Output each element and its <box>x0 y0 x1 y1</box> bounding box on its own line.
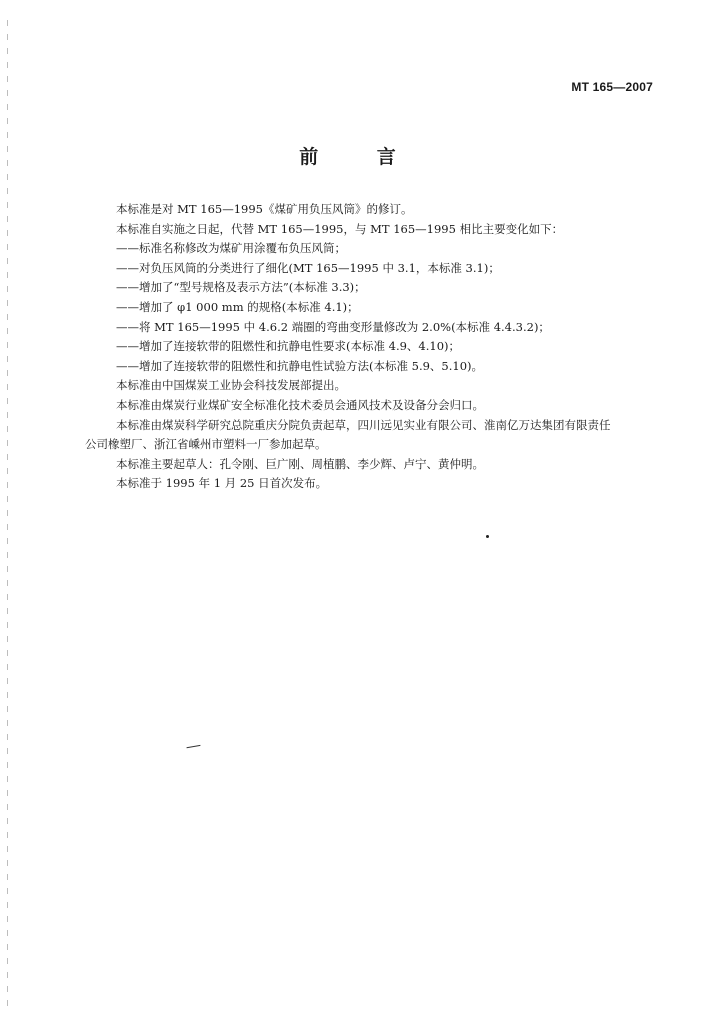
standard-code: MT 165—2007 <box>571 80 653 94</box>
paragraph-first-issue: 本标准于 1995 年 1 月 25 日首次发布。 <box>116 476 328 491</box>
paragraph-revision: 本标准是对 MT 165—1995《煤矿用负压风筒》的修订。 <box>116 202 413 216</box>
change-item: ——增加了 φ1 000 mm 的规格(本标准 4.1)； <box>116 299 359 314</box>
change-item: ——标准名称修改为煤矿用涂覆布负压风筒； <box>116 241 346 256</box>
page-title: 前 言 <box>299 146 422 168</box>
paragraph-replaces: 本标准自实施之日起，代替 MT 165—1995，与 MT 165—1995 相比主要变化如下： <box>116 221 564 236</box>
paragraph-drafting-units-cont: 公司橡塑厂、浙江省嵊州市塑料一厂参加起草。 <box>85 437 327 452</box>
paragraph-centralized: 本标准由煤炭行业煤矿安全标准化技术委员会通风技术及设备分会归口。 <box>116 397 484 412</box>
foreword-body <box>85 200 668 494</box>
scan-mark <box>186 745 201 754</box>
change-item: ——将 MT 165—1995 中 4.6.2 端圈的弯曲变形量修改为 2.0%(本标准 4.4.3.2)； <box>116 319 550 334</box>
scan-speck <box>486 535 489 538</box>
change-item: ——对负压风筒的分类进行了细化(MT 165—1995 中 3.1，本标准 3.1)； <box>116 260 500 275</box>
paragraph-drafters: 本标准主要起草人：孔令刚、巨广刚、周植鹏、李少辉、卢宁、黄仲明。 <box>116 456 484 471</box>
paragraph-drafting-units: 本标准由煤炭科学研究总院重庆分院负责起草，四川远见实业有限公司、淮南亿万达集团有限责任 <box>116 417 611 432</box>
change-item: ——增加了连接软带的阻燃性和抗静电性要求(本标准 4.9、4.10)； <box>116 339 461 354</box>
change-item: ——增加了连接软带的阻燃性和抗静电性试验方法(本标准 5.9、5.10)。 <box>116 358 484 373</box>
change-item: ——增加了“型号规格及表示方法”(本标准 3.3)； <box>116 280 366 295</box>
paragraph-proposer: 本标准由中国煤炭工业协会科技发展部提出。 <box>116 378 346 393</box>
